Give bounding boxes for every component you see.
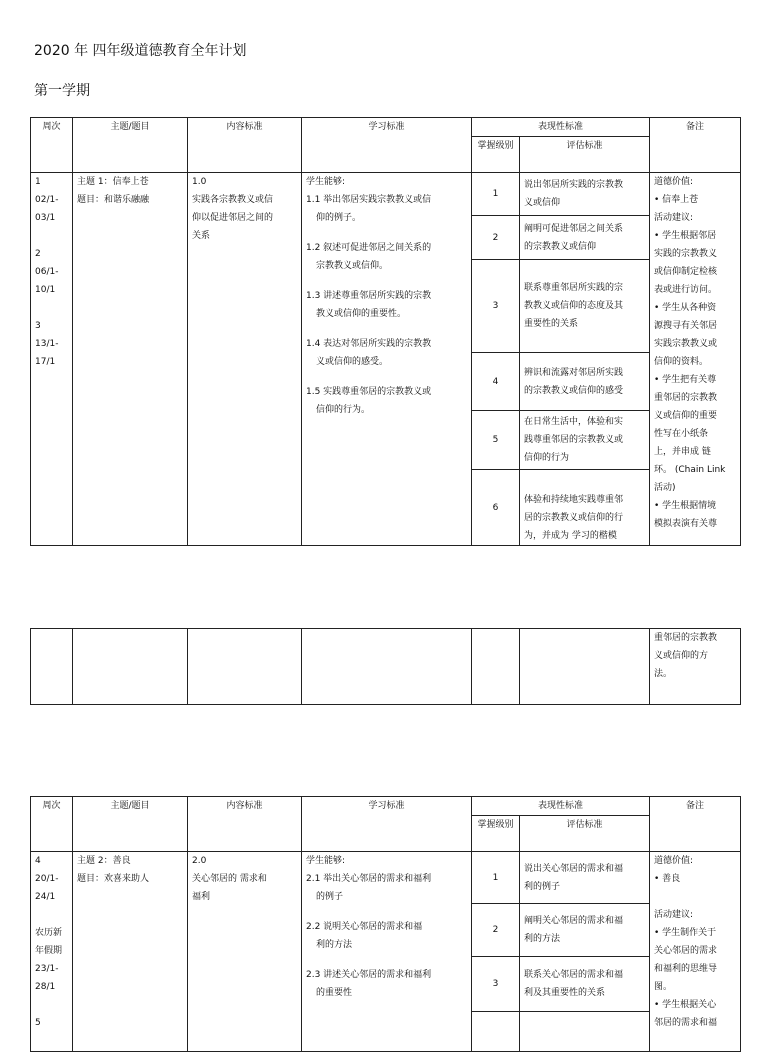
header-week: 周次 — [31, 797, 73, 852]
header-content: 内容标准 — [188, 797, 302, 852]
plan-table-unit-2 — [30, 796, 741, 1052]
theme-cell: 主题 1：信奉上苍 题目：和谐乐融融 — [73, 173, 188, 546]
header-criteria: 评估标准 — [520, 137, 650, 173]
criteria-cell: 说出关心邻居的需求和福 利的例子 — [520, 852, 650, 904]
document-title: 2020 年 四年级道德教育全年计划 — [34, 43, 247, 59]
plan-table-unit-1-continued — [30, 628, 741, 705]
theme-cell: 主题 2：善良 题目：欢喜来助人 — [73, 852, 188, 1052]
criteria-cell: 体验和持续地实践尊重邻 居的宗教教义或信仰的行 为，并成为 学习的楷模 — [520, 470, 650, 546]
criteria-cell: 阐明可促进邻居之间关系 的宗教教义或信仰 — [520, 216, 650, 260]
remarks-cell: 道德价值: • 信奉上苍 活动建议: • 学生根据邻居 实践的宗教教义 或信仰制定检核 表或进行访问。 • 学生从各种资 源搜寻有关邻居 实践宗教教义或 信仰的资料。 • 学生把有关尊 重邻居的宗教教 义或信仰的重要 性写在小纸条 上，并串成 链 环。 (Chain Link 活动) • 学生根据情境 模拟表演有关尊 — [650, 173, 741, 546]
header-criteria: 评估标准 — [520, 816, 650, 852]
semester-title: 第一学期 — [34, 83, 90, 99]
criteria-cell: 联系尊重邻居所实践的宗 教教义或信仰的态度及其 重要性的关系 — [520, 260, 650, 353]
content-cell: 1.0 实践各宗教教义或信 仰以促进邻居之间的 关系 — [188, 173, 302, 546]
header-content: 内容标准 — [188, 118, 302, 173]
level-cell: 1 — [472, 852, 520, 904]
header-week: 周次 — [31, 118, 73, 173]
header-learning: 学习标准 — [302, 797, 472, 852]
remarks-cell: 道德价值: • 善良 活动建议: • 学生制作关于 关心邻居的需求 和福利的思维导 图。 • 学生根据关心 邻居的需求和福 — [650, 852, 741, 1052]
header-level: 掌握级别 — [472, 137, 520, 173]
criteria-cell: 阐明关心邻居的需求和福 利的方法 — [520, 904, 650, 957]
week-cell: 1 02/1- 03/1 2 06/1- 10/1 3 13/1- 17/1 — [31, 173, 73, 546]
criteria-cell: 联系关心邻居的需求和福 利及其重要性的关系 — [520, 957, 650, 1012]
criteria-cell: 说出邻居所实践的宗教教 义或信仰 — [520, 173, 650, 216]
level-cell: 2 — [472, 904, 520, 957]
header-theme: 主题/题目 — [73, 797, 188, 852]
level-cell: 3 — [472, 260, 520, 353]
remarks-cell: 重邻居的宗教教 义或信仰的方 法。 — [650, 629, 741, 705]
header-learning: 学习标准 — [302, 118, 472, 173]
plan-table-unit-1 — [30, 117, 741, 546]
header-theme: 主题/题目 — [73, 118, 188, 173]
level-cell: 3 — [472, 957, 520, 1012]
level-cell: 2 — [472, 216, 520, 260]
criteria-cell: 辨识和流露对邻居所实践 的宗教教义或信仰的感受 — [520, 353, 650, 411]
content-cell: 2.0 关心邻居的 需求和 福利 — [188, 852, 302, 1052]
criteria-cell: 在日常生活中，体验和实 践尊重邻居的宗教教义或 信仰的行为 — [520, 411, 650, 470]
level-cell: 6 — [472, 470, 520, 546]
level-cell: 5 — [472, 411, 520, 470]
header-performance: 表现性标准 — [472, 118, 650, 137]
level-cell: 1 — [472, 173, 520, 216]
week-cell: 4 20/1- 24/1 农历新 年假期 23/1- 28/1 5 — [31, 852, 73, 1052]
learning-cell: 学生能够: 1.1 举出邻居实践宗教教义或信 仰的例子。 1.2 叙述可促进邻居之间关系的 宗教教义或信仰。 1.3 讲述尊重邻居所实践的宗教 教义或信仰的重要性。 1.4 表达对邻居所实践的宗教教 义或信仰的感受。 1.5 实践尊重邻居的宗教教义或 信仰的行为。 — [302, 173, 472, 546]
header-remarks: 备注 — [650, 797, 741, 852]
header-remarks: 备注 — [650, 118, 741, 173]
header-level: 掌握级别 — [472, 816, 520, 852]
level-cell: 4 — [472, 353, 520, 411]
learning-cell: 学生能够: 2.1 举出关心邻居的需求和福利 的例子 2.2 说明关心邻居的需求和福 利的方法 2.3 讲述关心邻居的需求和福利 的重要性 — [302, 852, 472, 1052]
header-performance: 表现性标准 — [472, 797, 650, 816]
